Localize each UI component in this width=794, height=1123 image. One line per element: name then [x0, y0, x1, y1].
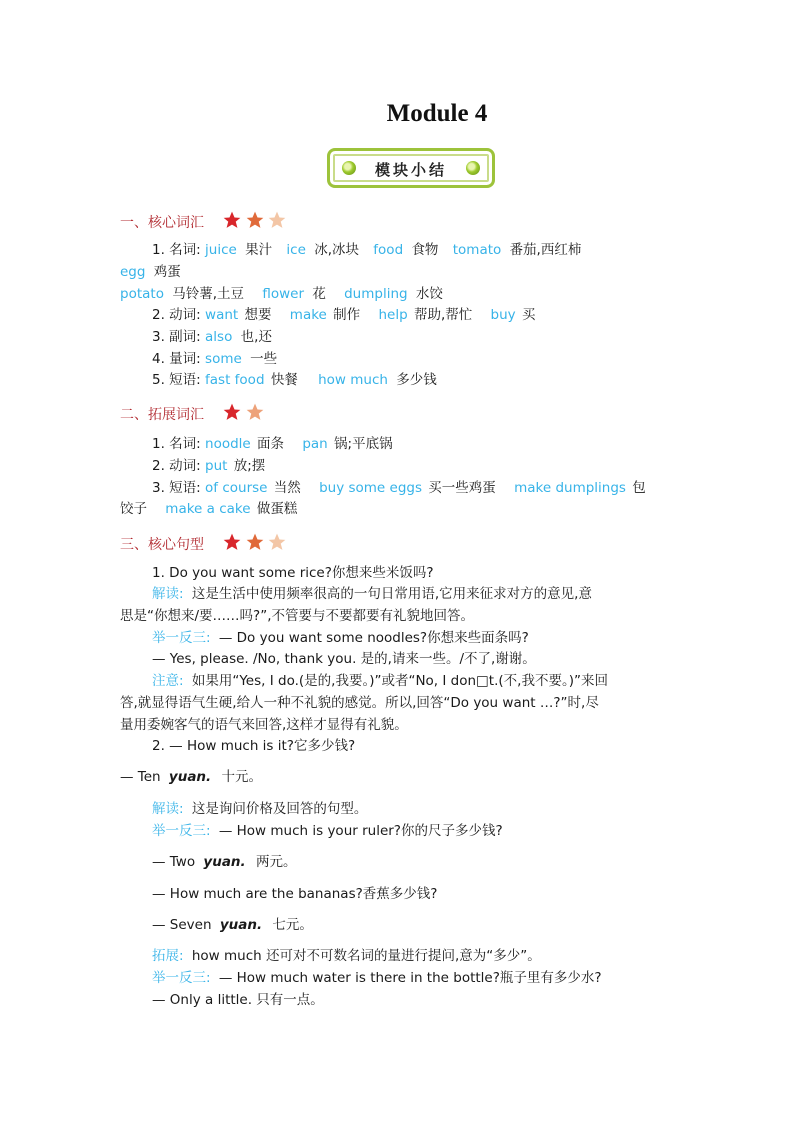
star-rating [222, 210, 285, 235]
star-full-icon [222, 532, 242, 552]
note-label: 注意: [152, 673, 184, 689]
page-title: Module 4 [386, 100, 488, 127]
star-full-icon [245, 532, 265, 552]
keyword: make [289, 307, 327, 323]
item-number: 4. 量词: [152, 351, 201, 367]
ext-phrases-line [152, 479, 646, 497]
translation: 马铃薯,土豆 [172, 286, 245, 302]
example-text: — Do you want some noodles?你想来些面条吗? [218, 630, 529, 646]
keyword: some [205, 351, 242, 367]
star-faded-icon [267, 210, 287, 230]
explanation-text: 这是询问价格及回答的句型。 [191, 801, 368, 817]
answer-translation: 十元。 [221, 769, 262, 785]
ext-verb-line [152, 457, 265, 475]
extension-text: how much 还可对不可数名词的量进行提问,意为“多少”。 [191, 948, 541, 964]
answer-text: — Ten [120, 769, 161, 785]
badge-label: 模块小结 [374, 161, 447, 179]
translation: 面条 [257, 436, 285, 452]
example-answer-4: — Only a little. 只有一点。 [152, 992, 324, 1008]
translation: 冰,冰块 [314, 242, 359, 258]
note-text: 如果用“Yes, I do.(是的,我要。)”或者“No, I don□t.(不,我不要。)”来回 [191, 673, 608, 689]
explanation-text: 这是生活中使用频率很高的一句日常用语,它用来征求对方的意见,意 [191, 586, 592, 602]
explanation-line-cont: 思是“你想来/要……吗?”,不管要与不要都要有礼貌地回答。 [120, 608, 474, 624]
answer-translation: 七元。 [272, 917, 313, 933]
core-adverb-line [152, 328, 272, 346]
example-line [152, 629, 529, 647]
translation: 买 [521, 307, 536, 323]
keyword: buy some eggs [319, 480, 422, 496]
item-number: 2. 动词: [152, 307, 201, 323]
star-faded-icon [245, 402, 265, 422]
keyword: put [205, 458, 228, 474]
explanation-label: 解读: [152, 586, 184, 602]
translation: 番茄,西红柿 [509, 242, 582, 258]
example-line-2 [152, 822, 503, 840]
answer-italic: yuan. [219, 917, 263, 933]
star-rating [222, 402, 262, 427]
section-heading-sentences [120, 532, 285, 557]
example-label: 举一反三: [152, 823, 211, 839]
translation: 帮助,帮忙 [413, 307, 473, 323]
keyword: make a cake [165, 501, 251, 517]
core-phrases-line [152, 371, 437, 389]
core-quantifier-line [152, 350, 277, 368]
keyword: tomato [452, 242, 502, 258]
example-answer-3 [152, 916, 313, 934]
explanation-line-2 [152, 800, 367, 818]
translation: 一些 [250, 351, 278, 367]
translation: 也,还 [240, 329, 272, 345]
extension-label: 拓展: [152, 948, 184, 964]
keyword: also [205, 329, 233, 345]
answer-text: — Seven [152, 917, 212, 933]
example-line-4 [152, 969, 602, 987]
example-label: 举一反三: [152, 970, 211, 986]
example-text: — How much water is there in the bottle?瓶子里有多少水? [218, 970, 602, 986]
keyword: potato [120, 286, 164, 302]
note-line-cont: 答,就显得语气生硬,给人一种不礼貌的感觉。所以,回答“Do you want …?”时,尽 [120, 695, 599, 711]
translation: 做蛋糕 [256, 501, 298, 517]
keyword: how much [318, 372, 388, 388]
example-answer-2 [152, 853, 296, 871]
keyword: want [205, 307, 239, 323]
answer-italic: yuan. [168, 769, 212, 785]
translation: 水饺 [415, 286, 443, 302]
keyword: egg [120, 264, 146, 280]
keyword: flower [262, 286, 305, 302]
translation: 当然 [273, 480, 301, 496]
item-number: 1. 名词: [152, 242, 201, 258]
keyword: of course [205, 480, 268, 496]
translation: 放;摆 [233, 458, 266, 474]
green-dot-icon [466, 161, 480, 175]
core-nouns-line-cont [120, 263, 181, 281]
translation: 饺子 [120, 501, 147, 517]
ext-nouns-line [152, 435, 393, 453]
item-number: 1. 名词: [152, 436, 201, 452]
translation: 买一些鸡蛋 [428, 480, 496, 496]
answer-italic: yuan. [203, 854, 246, 870]
example-answer: — Yes, please. /No, thank you. 是的,请来一些。/不了,谢谢。 [152, 651, 536, 667]
answer-translation: 两元。 [255, 854, 297, 870]
translation: 想要 [244, 307, 272, 323]
keyword: dumpling [344, 286, 408, 302]
keyword: fast food [205, 372, 265, 388]
star-full-icon [245, 210, 265, 230]
core-nouns-line-cont2 [120, 285, 443, 303]
item-number: 3. 短语: [152, 480, 201, 496]
star-full-icon [222, 402, 242, 422]
section-heading-ext-vocab [120, 402, 263, 427]
ext-phrases-line-cont [120, 500, 297, 518]
item-number: 2. 动词: [152, 458, 201, 474]
extension-line [152, 947, 541, 965]
item-number: 3. 副词: [152, 329, 201, 345]
keyword: ice [286, 242, 306, 258]
keyword: buy [490, 307, 516, 323]
example-text: — How much is your ruler?你的尺子多少钱? [218, 823, 503, 839]
keyword: food [373, 242, 404, 258]
sentence-1: 1. Do you want some rice?你想来些米饭吗? [152, 565, 434, 581]
example-label: 举一反三: [152, 630, 211, 646]
translation: 食物 [411, 242, 439, 258]
core-nouns-line [152, 241, 581, 259]
core-verbs-line [152, 306, 535, 324]
example-line-3: — How much are the bananas?香蕉多少钱? [152, 886, 438, 902]
item-number: 5. 短语: [152, 372, 201, 388]
translation: 多少钱 [396, 372, 437, 388]
section-heading-text: 三、核心句型 [120, 537, 204, 553]
translation: 包 [632, 480, 646, 496]
keyword: juice [205, 242, 237, 258]
section-badge [327, 148, 495, 188]
section-heading-text: 二、拓展词汇 [120, 407, 204, 423]
keyword: help [378, 307, 408, 323]
answer-text: — Two [152, 854, 196, 870]
section-heading-text: 一、核心词汇 [120, 215, 204, 231]
translation: 鸡蛋 [153, 264, 181, 280]
answer-2 [120, 768, 262, 786]
translation: 锅;平底锅 [334, 436, 393, 452]
star-full-icon [222, 210, 242, 230]
translation: 花 [312, 286, 326, 302]
star-rating [222, 532, 285, 557]
note-line-cont2: 量用委婉客气的语气来回答,这样才显得有礼貌。 [120, 717, 408, 733]
explanation-label: 解读: [152, 801, 184, 817]
translation: 果汁 [245, 242, 273, 258]
star-faded-icon [267, 532, 287, 552]
section-heading-core-vocab [120, 210, 285, 235]
keyword: noodle [205, 436, 251, 452]
sentence-2: 2. — How much is it?它多少钱? [152, 738, 356, 754]
keyword: make dumplings [514, 480, 626, 496]
translation: 快餐 [270, 372, 298, 388]
explanation-line [152, 585, 592, 603]
note-line [152, 672, 608, 690]
keyword: pan [302, 436, 328, 452]
translation: 制作 [333, 307, 361, 323]
